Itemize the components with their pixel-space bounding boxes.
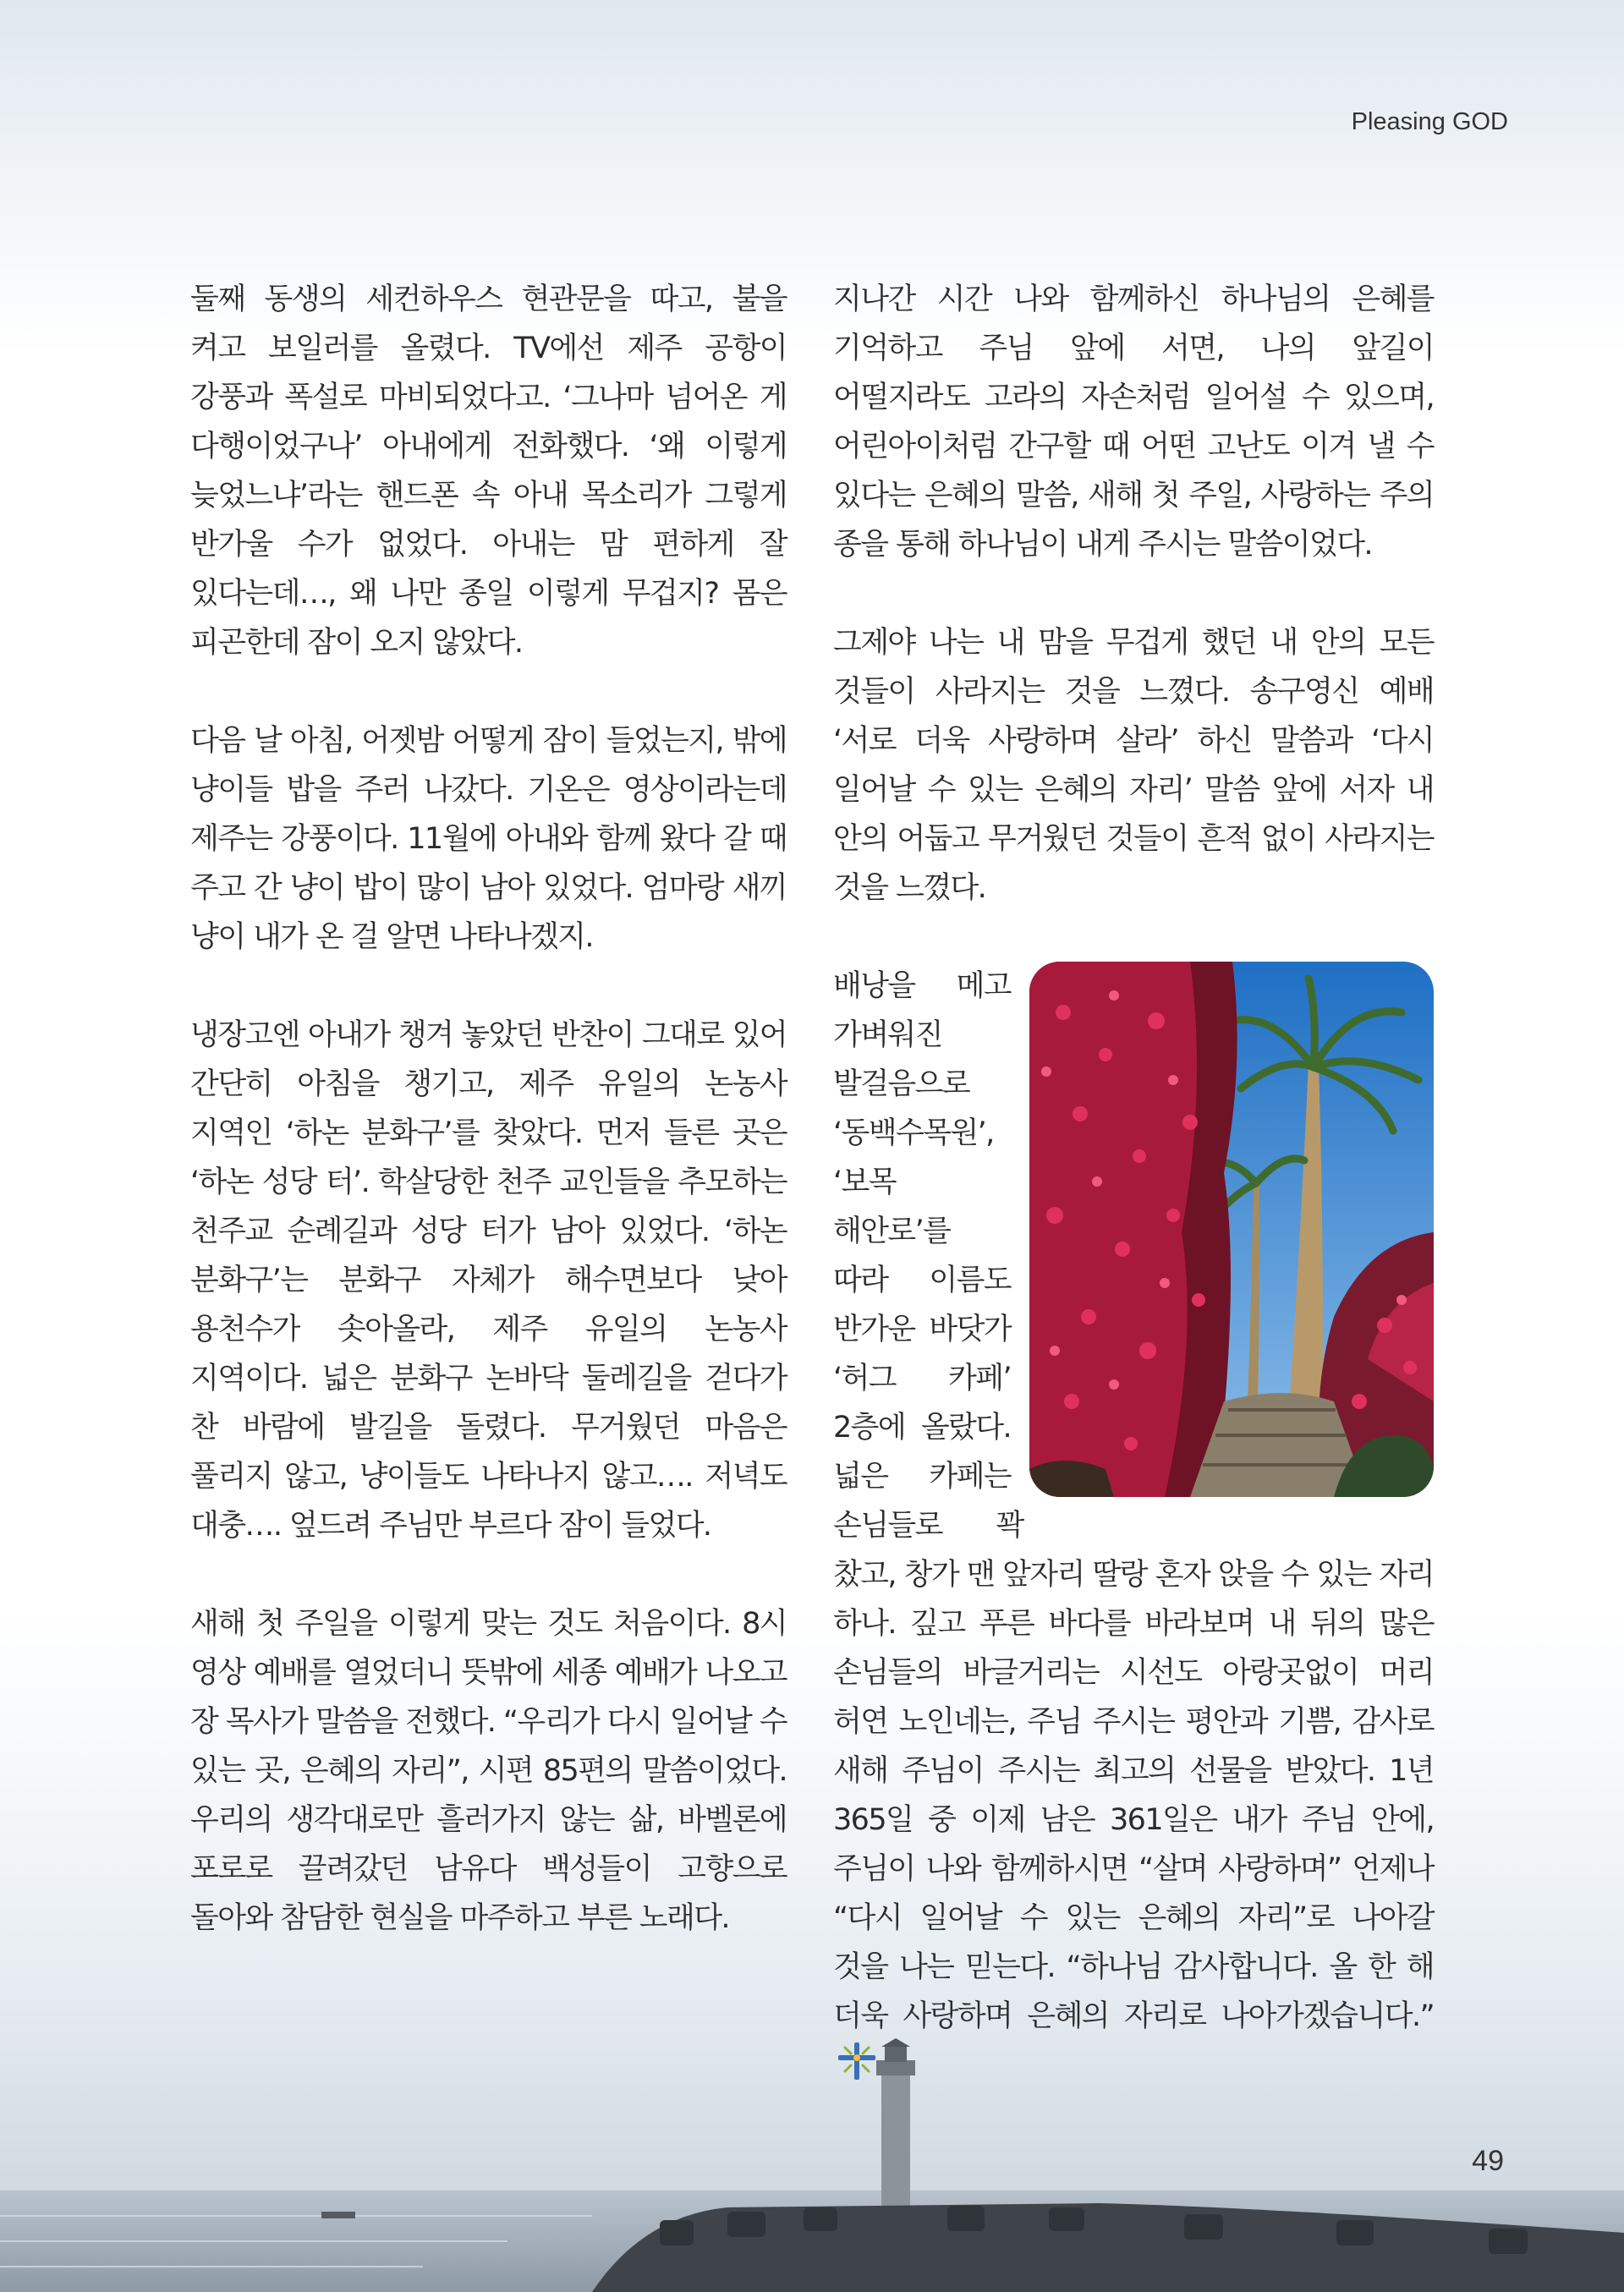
paragraph: 다음 날 아침, 어젯밤 어떻게 잠이 들었는지, 밖에 냥이들 밥을 주러 나갔다. 기온은 영상이라는데 제주는 강풍이다. 11월에 아내와 함께 왔다 갈 때 주고 간 냥이 밥이 많이 남아 있었다. 엄마랑 새끼 냥이 내가 온 걸 알면 나타나겠지.	[190, 724, 787, 954]
paragraph: 새해 첫 주일을 이렇게 맞는 것도 처음이다. 8시 영상 예배를 열었더니 뜻밖에 세종 예배가 나오고 장 목사가 말씀을 전했다. “우리가 다시 일어날 수 있는 곳, 은혜의 자리”, 시편 85편의 말씀이었다. 우리의 생각대로만 흘러가지 않는 삶, 바벨론에 포로로 끌려갔던 남유다 백성들이 고향으로 돌아와 참담한 현실을 마주하고 부른 노래다.	[190, 1607, 787, 1935]
running-head: Pleasing GOD	[1351, 108, 1508, 135]
paragraph: 그제야 나는 내 맘을 무겁게 했던 내 안의 모든 것들이 사라지는 것을 느꼈다. 송구영신 예배 ‘서로 더욱 사랑하며 살라’ 하신 말씀과 ‘다시 일어날 수 있는 은혜의 자리’ 말씀 앞에 서자 내 안의 어둡고 무거웠던 것들이 흔적 없이 사라지는 것을 느꼈다.	[833, 626, 1434, 905]
camellia-garden-photo	[1029, 962, 1434, 1497]
paragraph: 지나간 시간 나와 함께하신 하나님의 은혜를 기억하고 주님 앞에 서면, 나의 앞길이 어떨지라도 고라의 자손처럼 일어설 수 있으며, 어린아이처럼 간구할 때 어떤 고난도 이겨 낼 수 있다는 은혜의 말씀, 새해 첫 주일, 사랑하는 주의 종을 통해 하나님이 내게 주시는 말씀이었다.	[833, 282, 1434, 562]
paragraph: 둘째 동생의 세컨하우스 현관문을 따고, 불을 켜고 보일러를 올렸다. TV에선 제주 공항이 강풍과 폭설로 마비되었다고. ‘그나마 넘어온 게 다행이었구나’ 아내에게 전화했다. ‘왜 이렇게 늦었느냐’라는 핸드폰 속 아내 목소리가 그렇게 반가울 수가 없었다. 아내는 맘 편하게 잘 있다는데…, 왜 나만 종일 이렇게 무겁지? 몸은 피곤한데 잠이 오지 않았다.	[190, 282, 787, 660]
left-column	[190, 275, 787, 1992]
paragraph: 냉장고엔 아내가 챙겨 놓았던 반찬이 그대로 있어 간단히 아침을 챙기고, 제주 유일의 논농사 지역인 ‘하논 분화구’를 찾았다. 먼저 들른 곳은 ‘하논 성당 터’. 학살당한 천주 교인들을 추모하는 천주교 순례길과 성당 터가 남아 있었다. ‘하논 분화구’는 분화구 자체가 해수면보다 낮아 용천수가 솟아올라, 제주 유일의 논농사 지역이다. 넓은 분화구 논바닥 둘레길을 걷다가 찬 바람에 발길을 돌렸다. 무거웠던 마음은 풀리지 않고, 냥이들도 나타나지 않고…. 저녁도 대충…. 엎드려 주님만 부르다 잠이 들었다.	[190, 1018, 787, 1543]
page-number: 49	[1472, 2145, 1504, 2177]
paragraph-text: 배낭을 메고 가벼워진 발걸음으로 ‘동백수목원’, ‘보목 해안로’를 따라 이름도 반가운 바닷가 ‘허그 카페’ 2층에 올랐다. 넓은 카페는 손님들로 꽉 찼고, 창가 맨 앞자리 딸랑 혼자 앉을 수 있는 자리 하나. 깊고 푸른 바다를 바라보며 내 뒤의 많은 손님들의 바글거리는 시선도 아랑곳없이 머리 허연 노인네는, 주님 주시는 평안과 기쁨, 감사로 새해 주님이 주시는 최고의 선물을 받았다. 1년 365일 중 이제 남은 361일은 내가 주님 안에, 주님이 나와 함께하시면 “살며 사랑하며” 언제나 “다시 일어날 수 있는 은혜의 자리”로 나아갈 것을 나는 믿는다. “하나님 감사합니다. 올 한 해 더욱 사랑하며 은혜의 자리로 나아가겠습니다.”	[833, 969, 1434, 2033]
right-column	[833, 275, 1434, 2146]
lighthouse-seascape	[0, 2038, 1624, 2292]
